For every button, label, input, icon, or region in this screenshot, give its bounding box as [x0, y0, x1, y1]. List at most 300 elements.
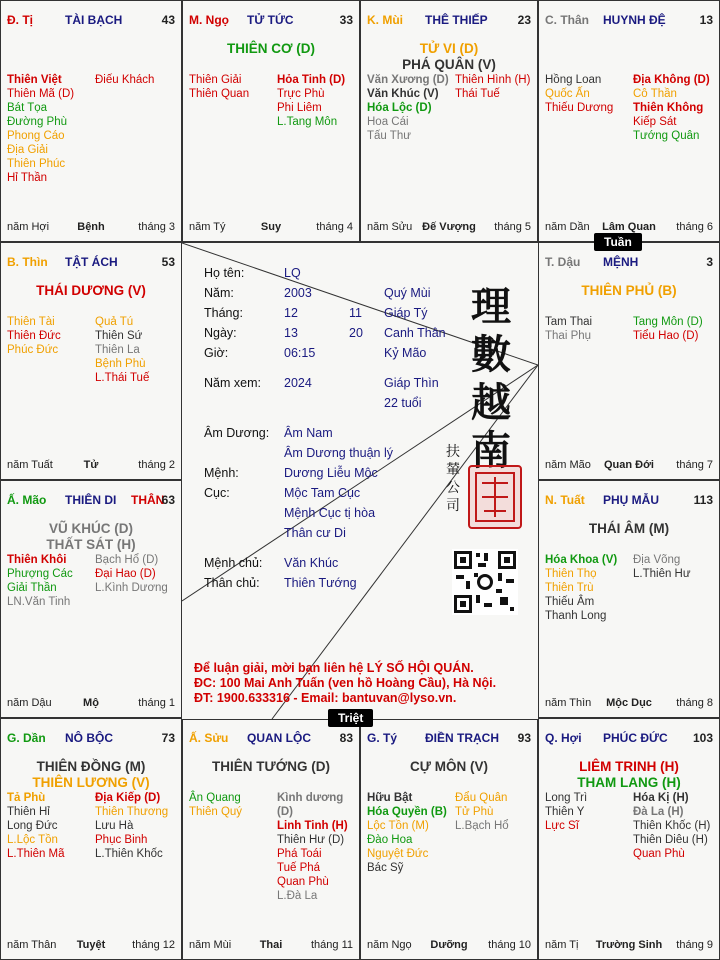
palace-position: T. Dậu	[545, 255, 581, 269]
palace-position: K. Mùi	[367, 13, 403, 27]
palace-month: tháng 1	[138, 697, 175, 709]
minor-star: Long Trì	[545, 792, 588, 804]
minor-star: Bạch Hổ (D)	[95, 554, 159, 566]
month-label: Tháng:	[204, 306, 243, 320]
seal-char: 公	[446, 480, 460, 496]
minor-stars-right	[633, 553, 691, 581]
amduong-label: Âm Dương:	[204, 426, 270, 440]
minor-star: Thiên Quý	[189, 806, 243, 818]
minor-stars-right	[633, 315, 703, 343]
minor-star: Tam Thai	[545, 316, 593, 328]
menh-chu-value: Văn Khúc	[284, 556, 339, 570]
palace-year: năm Dần	[545, 221, 590, 233]
minor-star: Quốc Ấn	[545, 88, 590, 100]
minor-stars-left	[189, 73, 249, 101]
amduong-value: Âm Nam	[284, 426, 333, 440]
main-stars	[361, 41, 537, 73]
palace-footer	[545, 697, 713, 711]
than-chu-value: Thiên Tướng	[284, 576, 357, 590]
minor-star: Hóa Quyền (B)	[367, 806, 447, 818]
minor-star: Thiên Mã (D)	[7, 88, 75, 100]
palace-header	[545, 13, 713, 29]
palace-cell-dan[interactable]	[0, 718, 182, 960]
center-info-panel	[182, 242, 538, 720]
minor-star: Thiên Giải	[189, 74, 242, 86]
seal-text	[446, 443, 464, 515]
minor-stars-right	[633, 73, 710, 143]
minor-star: Hóa Lộc (D)	[367, 102, 432, 114]
contact-address: ĐC: 100 Mai Anh Tuấn (ven hồ Hoàng Cầu), Hà Nội.	[194, 676, 497, 690]
minor-star: Thiên Đức	[7, 330, 61, 342]
palace-year: năm Tý	[189, 221, 226, 233]
minor-star: Phượng Các	[7, 568, 73, 580]
palace-year: năm Tuất	[7, 459, 53, 471]
palace-number: 63	[161, 493, 175, 507]
palace-footer	[189, 939, 353, 953]
palace-header	[545, 255, 713, 271]
minor-star: Địa Giải	[7, 144, 48, 156]
palace-stage: Đế Vượng	[422, 221, 476, 233]
palace-footer	[545, 459, 713, 473]
minor-star: Phá Toái	[277, 848, 322, 860]
minor-star: L.Thiên Mã	[7, 848, 65, 860]
minor-star: Trực Phù	[277, 88, 325, 100]
main-star: CỰ MÔN (V)	[410, 759, 488, 774]
main-star: THẤT SÁT (H)	[46, 537, 136, 552]
palace-stage: Tử	[83, 459, 99, 471]
palace-cell-than[interactable]	[538, 0, 720, 242]
minor-stars-right	[633, 791, 710, 861]
palace-year: năm Sửu	[367, 221, 413, 233]
palace-cell-suu[interactable]	[182, 718, 360, 960]
palace-name: HUYNH ĐỆ	[603, 13, 666, 27]
palace-cell-mui[interactable]	[360, 0, 538, 242]
main-stars	[1, 521, 181, 553]
palace-stage: Mộ	[83, 697, 99, 709]
cuc-value3: Thân cư Di	[284, 526, 346, 540]
contact-phone-email[interactable]: ĐT: 1900.633316 - Email: bantuvan@lyso.vn.	[194, 691, 457, 705]
amduong-value2: Âm Dương thuận lý	[284, 446, 393, 460]
palace-footer	[7, 939, 175, 953]
palace-footer	[189, 221, 353, 235]
palace-year: năm Ngọ	[367, 939, 412, 951]
year-lunar: Quý Mùi	[384, 286, 431, 300]
minor-star: Đà La (H)	[633, 806, 684, 818]
minor-star: Phục Binh	[95, 834, 148, 846]
palace-month: tháng 6	[676, 221, 713, 233]
calligraphy-char: 數	[471, 331, 511, 378]
red-seal-icon	[468, 465, 522, 529]
minor-star: Địa Không (D)	[633, 74, 710, 86]
minor-star: Đào Hoa	[367, 834, 413, 846]
palace-number: 13	[699, 13, 713, 27]
palace-year: năm Mùi	[189, 939, 232, 951]
palace-number: 3	[706, 255, 713, 269]
palace-number: 33	[339, 13, 353, 27]
minor-stars-right	[95, 315, 149, 385]
minor-star: L.Thái Tuế	[95, 372, 150, 384]
hour-label: Giờ:	[204, 346, 229, 360]
minor-star: L.Bạch Hổ	[455, 820, 509, 832]
palace-position: G. Tý	[367, 731, 398, 745]
palace-footer	[545, 939, 713, 953]
palace-cell-dau[interactable]	[538, 242, 720, 480]
minor-star: L.Đà La	[277, 890, 318, 902]
palace-number: 103	[692, 731, 713, 745]
palace-cell-ti[interactable]	[0, 0, 182, 242]
minor-stars-right	[95, 553, 168, 595]
palace-header	[367, 13, 531, 29]
cuc-value2: Mệnh Cục tị hòa	[284, 506, 376, 520]
minor-star: Hỉ Thần	[7, 172, 48, 184]
minor-stars-left	[7, 553, 73, 609]
minor-star: Điếu Khách	[95, 74, 155, 86]
minor-star: Hữu Bật	[367, 792, 413, 804]
minor-star: Thiếu Âm	[545, 596, 595, 608]
minor-star: Thiếu Dương	[545, 102, 614, 114]
minor-stars-left	[545, 315, 592, 343]
minor-star: Linh Tinh (H)	[277, 820, 348, 832]
main-stars	[539, 521, 719, 537]
minor-star: Long Đức	[7, 820, 58, 832]
view-year-label: Năm xem:	[204, 376, 261, 390]
minor-stars-left	[545, 553, 617, 623]
minor-star: Hóa Kị (H)	[633, 792, 689, 804]
minor-stars-left	[189, 791, 242, 819]
palace-month: tháng 11	[310, 939, 353, 951]
palace-year: năm Thân	[7, 939, 57, 951]
minor-star: L.Tang Môn	[277, 116, 338, 128]
age: 22 tuổi	[384, 396, 422, 410]
minor-star: Thiên Phúc	[7, 158, 66, 170]
minor-star: Thiên Hư (D)	[277, 834, 345, 846]
minor-star: Tuế Phá	[277, 862, 321, 874]
palace-footer	[7, 221, 175, 235]
palace-name: QUAN LỘC	[247, 731, 311, 745]
minor-star: Ân Quang	[189, 792, 241, 804]
day-lunar: Canh Thân	[384, 326, 446, 340]
palace-month: tháng 9	[676, 939, 713, 951]
minor-star: Hoa Cái	[367, 116, 409, 128]
palace-number: 113	[693, 493, 713, 507]
palace-name: NÔ BỘC	[65, 731, 113, 745]
minor-star: Lưu Hà	[95, 820, 134, 832]
cuc-label: Cục:	[204, 486, 230, 500]
palace-stage: Mộc Dục	[606, 697, 652, 709]
minor-star: Văn Khúc (V)	[367, 88, 439, 100]
minor-star: L.Thiên Khốc	[95, 848, 163, 860]
minor-star: L.Kình Dương	[95, 582, 168, 594]
month-solar: 12	[284, 306, 298, 320]
palace-stage: Bệnh	[77, 221, 105, 233]
palace-cell-ngo[interactable]	[182, 0, 360, 242]
palace-position: Q. Hợi	[545, 731, 582, 745]
name-value: LQ	[284, 266, 301, 280]
minor-star: Hóa Khoa (V)	[545, 554, 618, 566]
palace-name: THIÊN DI	[65, 493, 117, 507]
palace-stage: Lâm Quan	[602, 221, 656, 233]
palace-position: G. Dần	[7, 731, 46, 745]
palace-position: Ấ. Sửu	[189, 731, 229, 745]
minor-star: Thiên Không	[633, 102, 704, 114]
minor-star: Tử Phù	[455, 806, 494, 818]
minor-star: Thiên La	[95, 344, 140, 356]
main-stars	[361, 759, 537, 775]
palace-name: TÀI BẠCH	[65, 13, 123, 27]
minor-star: Văn Xương (D)	[367, 74, 449, 86]
view-year-lunar: Giáp Thìn	[384, 376, 439, 390]
palace-position: B. Thìn	[7, 255, 48, 269]
minor-star: Thiên Diêu (H)	[633, 834, 708, 846]
palace-position: Ấ. Mão	[7, 493, 47, 507]
main-stars	[1, 759, 181, 791]
palace-stage: Dưỡng	[430, 939, 468, 951]
seal-char: 扶	[446, 444, 460, 460]
minor-star: Tả Phù	[7, 792, 46, 804]
palace-name: TẬT ÁCH	[65, 255, 118, 269]
minor-star: L.Thiên Hư	[633, 568, 691, 580]
palace-cell-mao[interactable]	[0, 480, 182, 718]
minor-stars-left	[545, 791, 587, 833]
minor-star: Cô Thần	[633, 88, 677, 100]
seal-char: 輦	[446, 462, 460, 478]
name-label: Họ tên:	[204, 266, 245, 280]
palace-position: M. Ngọ	[189, 13, 229, 27]
minor-star: Thiên Khốc (H)	[633, 820, 711, 832]
minor-stars-right	[455, 73, 530, 101]
hour-lunar: Kỷ Mão	[384, 346, 427, 360]
minor-star: Giải Thần	[7, 582, 57, 594]
minor-star: Thanh Long	[545, 610, 607, 622]
palace-month: tháng 7	[676, 459, 713, 471]
contact-block	[194, 661, 496, 706]
palace-position: C. Thân	[545, 13, 589, 27]
palace-number: 83	[339, 731, 353, 745]
minor-star: Thiên Thọ	[545, 568, 597, 580]
minor-star: Phúc Đức	[7, 344, 59, 356]
main-star: VŨ KHÚC (D)	[49, 521, 133, 536]
seal-char: 司	[446, 498, 460, 514]
palace-header	[189, 731, 353, 747]
minor-stars-left	[545, 73, 613, 115]
main-star: THIÊN TƯỚNG (D)	[212, 759, 330, 774]
minor-star: Bác Sỹ	[367, 862, 404, 874]
palace-footer	[7, 459, 175, 473]
year-label: Năm:	[204, 286, 234, 300]
palace-header	[545, 493, 713, 509]
main-stars	[539, 759, 719, 791]
minor-stars-left	[367, 73, 449, 143]
main-star: THAM LANG (H)	[577, 775, 681, 790]
palace-month: tháng 4	[316, 221, 353, 233]
minor-star: Kình dương (D)	[277, 792, 344, 818]
minor-star: Bệnh Phù	[95, 358, 146, 370]
minor-star: Thiên Tài	[7, 316, 55, 328]
palace-cell-ty[interactable]	[360, 718, 538, 960]
minor-stars-left	[7, 73, 74, 185]
minor-star: Thái Tuế	[455, 88, 500, 100]
minor-stars-right	[455, 791, 509, 833]
minor-stars-right	[95, 73, 154, 87]
minor-stars-right	[277, 73, 345, 129]
minor-star: Hồng Loan	[545, 74, 602, 86]
cuc-value: Mộc Tam Cục	[284, 486, 361, 500]
minor-stars-left	[7, 791, 65, 861]
minor-star: Tang Môn (D)	[633, 316, 703, 328]
palace-cell-hoi[interactable]	[538, 718, 720, 960]
minor-star: Lộc Tồn (M)	[367, 820, 429, 832]
calligraphy-char: 理	[471, 283, 511, 330]
palace-year: năm Thìn	[545, 697, 592, 709]
minor-stars-left	[7, 315, 61, 357]
palace-header	[7, 731, 175, 747]
palace-month: tháng 3	[138, 221, 175, 233]
palace-month: tháng 10	[488, 939, 531, 951]
minor-star: Đường Phù	[7, 116, 67, 128]
minor-stars-right	[95, 791, 168, 861]
minor-star: Phi Liêm	[277, 102, 322, 114]
palace-name: MỆNH	[603, 255, 639, 269]
main-stars	[183, 41, 359, 57]
minor-star: Thiên Hỉ	[7, 806, 50, 818]
than-marker: THÂN	[131, 493, 165, 507]
main-star: TỬ VI (D)	[419, 41, 479, 56]
minor-star: Thiên Trù	[545, 582, 594, 594]
minor-star: Tấu Thư	[367, 130, 411, 142]
palace-year: năm Tị	[545, 939, 579, 951]
minor-star: Phong Cáo	[7, 130, 65, 142]
minor-star: Bát Tọa	[7, 102, 48, 114]
palace-name: ĐIỀN TRẠCH	[425, 731, 499, 745]
contact-line-1: Để luận giải, mời bạn liên hệ LÝ SỐ HỘI QUÁN.	[194, 661, 474, 675]
palace-month: tháng 12	[132, 939, 175, 951]
main-stars	[539, 283, 719, 299]
palace-number: 73	[161, 731, 175, 745]
palace-stage: Trường Sinh	[595, 939, 663, 951]
palace-year: năm Dậu	[7, 697, 52, 709]
calligraphy-logo	[456, 283, 526, 475]
palace-number: 93	[517, 731, 531, 745]
minor-star: Thiên Khôi	[7, 554, 67, 566]
main-star: PHÁ QUÂN (V)	[402, 57, 496, 72]
main-star: THIÊN ĐỒNG (M)	[36, 759, 146, 774]
minor-star: Địa Võng	[633, 554, 681, 566]
day-solar: 13	[284, 326, 298, 340]
palace-month: tháng 5	[494, 221, 531, 233]
minor-star: Nguyệt Đức	[367, 848, 429, 860]
minor-star: Thiên Việt	[7, 74, 62, 86]
palace-year: năm Mão	[545, 459, 591, 471]
palace-header	[7, 493, 175, 509]
main-star: THIÊN PHỦ (B)	[581, 283, 677, 298]
hour-value: 06:15	[284, 346, 316, 360]
palace-name: PHÚC ĐỨC	[603, 731, 668, 745]
palace-month: tháng 2	[138, 459, 175, 471]
minor-star: Tướng Quân	[633, 130, 700, 142]
palace-stage: Tuyệt	[76, 939, 106, 951]
minor-star: Địa Kiếp (D)	[95, 792, 161, 804]
menh-label: Mệnh:	[204, 466, 239, 480]
month-lunar-num: 11	[349, 306, 362, 320]
palace-name: TỬ TỨC	[247, 13, 294, 27]
palace-number: 43	[161, 13, 175, 27]
menh-chu-label: Mệnh chủ:	[204, 556, 263, 570]
main-star: LIÊM TRINH (H)	[579, 759, 679, 774]
calligraphy-char: 南	[471, 427, 511, 474]
minor-star: Đẩu Quân	[455, 792, 508, 804]
triet-badge: Triệt	[328, 709, 373, 727]
main-stars	[1, 283, 181, 299]
day-label: Ngày:	[204, 326, 237, 340]
palace-number: 53	[161, 255, 175, 269]
minor-star: Thiên Sứ	[95, 330, 143, 342]
palace-number: 23	[517, 13, 531, 27]
palace-name: PHỤ MẪU	[603, 493, 659, 507]
palace-stage: Suy	[260, 221, 282, 233]
day-lunar-num: 20	[349, 326, 363, 340]
main-stars	[183, 759, 359, 775]
palace-footer	[367, 221, 531, 235]
palace-position: N. Tuất	[545, 493, 585, 507]
main-star: THÁI ÂM (M)	[588, 521, 670, 536]
palace-year: năm Hợi	[7, 221, 50, 233]
palace-header	[7, 13, 175, 29]
than-chu-label: Thân chủ:	[204, 576, 260, 590]
minor-star: LN.Văn Tinh	[7, 596, 71, 608]
tuan-badge: Tuần	[594, 233, 642, 251]
minor-star: Quan Phù	[633, 848, 685, 860]
palace-header	[367, 731, 531, 747]
palace-footer	[367, 939, 531, 953]
minor-star: Quả Tú	[95, 316, 134, 328]
calligraphy-char: 越	[471, 379, 511, 426]
qr-code-icon	[452, 549, 518, 615]
minor-star: L.Lộc Tồn	[7, 834, 58, 846]
minor-star: Thiên Quan	[189, 88, 250, 100]
month-lunar: Giáp Tý	[384, 306, 428, 320]
palace-position: Đ. Tị	[7, 13, 33, 27]
minor-star: Đại Hao (D)	[95, 568, 156, 580]
palace-header	[189, 13, 353, 29]
minor-star: Thiên Thương	[95, 806, 169, 818]
palace-header	[545, 731, 713, 747]
year-value: 2003	[284, 286, 312, 300]
palace-name: THÊ THIẾP	[425, 13, 488, 27]
minor-stars-left	[367, 791, 447, 875]
minor-stars-right	[277, 791, 353, 903]
main-star: THÁI DƯƠNG (V)	[36, 283, 146, 298]
minor-star: Tiểu Hao (D)	[633, 330, 699, 342]
minor-star: Thiên Y	[545, 806, 585, 818]
minor-star: Thiên Hình (H)	[455, 74, 531, 86]
view-year-value: 2024	[284, 376, 312, 390]
minor-star: Thai Phụ	[545, 330, 592, 342]
palace-cell-thin[interactable]	[0, 242, 182, 480]
minor-star: Lực Sĩ	[545, 820, 579, 832]
minor-star: Hỏa Tinh (D)	[277, 74, 346, 86]
main-star: THIÊN CƠ (D)	[226, 41, 315, 56]
main-star: THIÊN LƯƠNG (V)	[32, 775, 150, 790]
palace-stage: Thai	[259, 939, 283, 951]
palace-cell-tuat[interactable]	[538, 480, 720, 718]
palace-footer	[7, 697, 175, 711]
palace-stage: Quan Đới	[604, 459, 654, 471]
palace-month: tháng 8	[676, 697, 713, 709]
minor-star: Quan Phù	[277, 876, 329, 888]
minor-star: Kiếp Sát	[633, 116, 677, 128]
menh-value: Dương Liễu Mộc	[284, 466, 378, 480]
palace-header	[7, 255, 175, 271]
